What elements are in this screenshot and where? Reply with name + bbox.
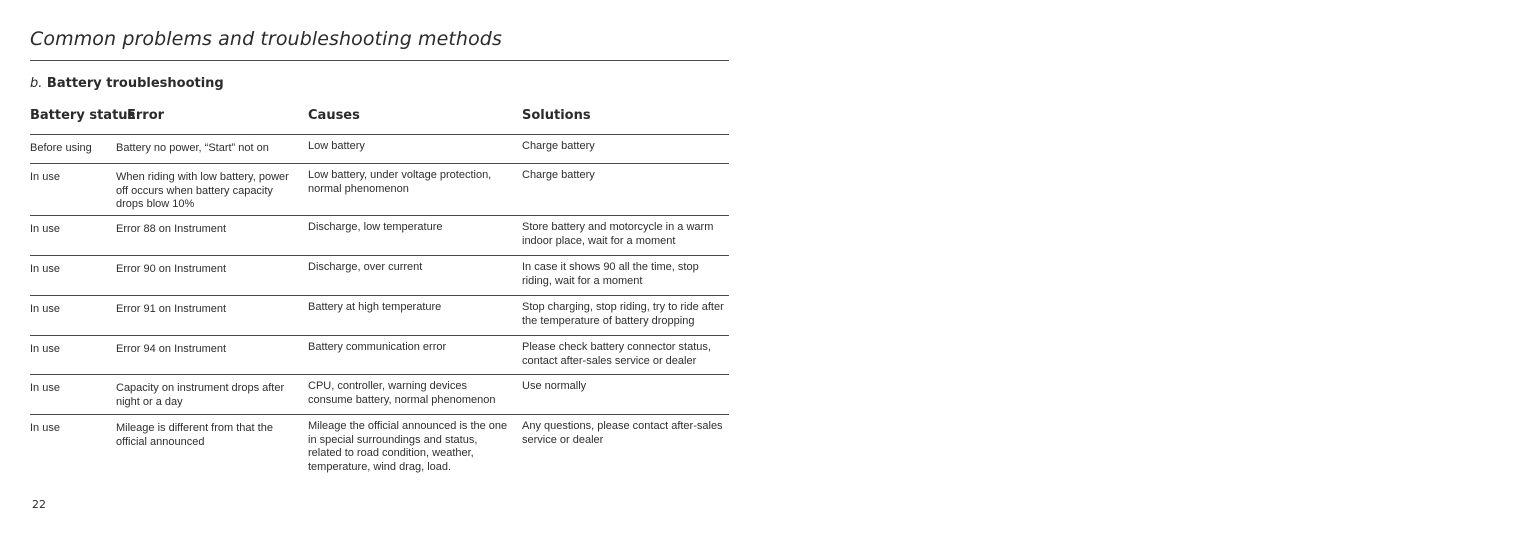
table-header: [30, 106, 729, 135]
table-row: [30, 375, 729, 415]
battery-troubleshooting-table: [30, 106, 729, 479]
cell-cause: Battery at high temperature: [308, 301, 442, 313]
cell-status: In use: [30, 263, 60, 275]
cell-error: When riding with low battery, power off occurs when battery capacity drops blow 10%: [116, 171, 289, 210]
cell-solution: Please check battery connector status, contact after-sales service or dealer: [522, 341, 711, 367]
cell-error: Error 90 on Instrument: [116, 263, 227, 275]
cell-status: In use: [30, 171, 60, 183]
cell-cause: Mileage the official announced is the one in special surroundings and status, related to road condition, weather, temperature, wind drag, load.: [308, 420, 508, 473]
cell-solution: Charge battery: [522, 169, 595, 181]
cell-solution: Charge battery: [522, 140, 595, 152]
header-error: Error: [127, 108, 165, 123]
cell-cause: Discharge, over current: [308, 261, 423, 273]
cell-solution: Store battery and motorcycle in a warm indoor place, wait for a moment: [522, 221, 714, 247]
title-divider: [30, 60, 729, 61]
page-title: Common problems and troubleshooting methods: [30, 28, 502, 50]
page-number: 22: [32, 498, 46, 511]
cell-status: In use: [30, 343, 60, 355]
header-solutions: Solutions: [522, 108, 591, 123]
header-battery-status: Battery status: [30, 108, 136, 123]
section-heading: [30, 76, 224, 91]
cell-status: In use: [30, 223, 60, 235]
table-row: [30, 164, 729, 216]
table-row: [30, 336, 729, 375]
cell-status: In use: [30, 422, 60, 434]
section-title: Battery troubleshooting: [46, 76, 224, 91]
table-row: [30, 216, 729, 256]
cell-status: In use: [30, 382, 60, 394]
cell-error: Battery no power, “Start” not on: [116, 142, 269, 154]
cell-error: Mileage is different from that the official announced: [116, 422, 273, 448]
cell-cause: Discharge, low temperature: [308, 221, 443, 233]
cell-status: In use: [30, 303, 60, 315]
cell-solution: In case it shows 90 all the time, stop riding, wait for a moment: [522, 261, 699, 287]
cell-cause: CPU, controller, warning devices consume battery, normal phenomenon: [308, 380, 496, 406]
cell-error: Error 88 on Instrument: [116, 223, 227, 235]
cell-status: Before using: [30, 142, 92, 154]
cell-cause: Battery communication error: [308, 341, 447, 353]
cell-error: Error 91 on Instrument: [116, 303, 227, 315]
section-letter: b.: [30, 76, 43, 91]
cell-solution: Any questions, please contact after-sales service or dealer: [522, 420, 723, 446]
cell-solution: Stop charging, stop riding, try to ride after the temperature of battery dropping: [522, 301, 724, 327]
cell-cause: Low battery, under voltage protection, normal phenomenon: [308, 169, 492, 195]
cell-solution: Use normally: [522, 380, 587, 392]
table-row: [30, 415, 729, 479]
table-row: [30, 256, 729, 296]
header-causes: Causes: [308, 108, 360, 123]
cell-error: Capacity on instrument drops after night or a day: [116, 382, 285, 408]
table-row: [30, 296, 729, 336]
cell-cause: Low battery: [308, 140, 365, 152]
table-row: [30, 135, 729, 164]
cell-error: Error 94 on Instrument: [116, 343, 227, 355]
